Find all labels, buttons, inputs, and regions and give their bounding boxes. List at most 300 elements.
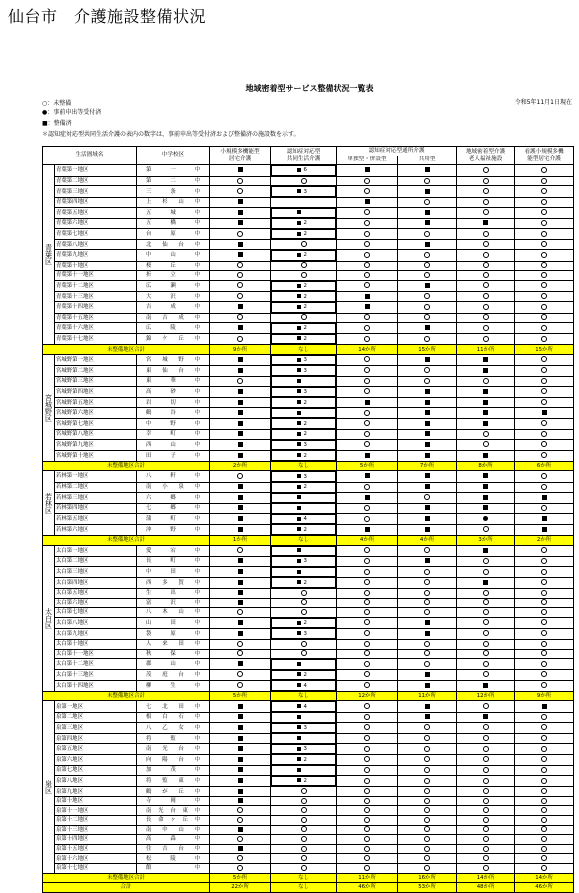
circle-empty-icon <box>364 516 370 522</box>
mark-cell <box>457 598 515 608</box>
table-row <box>43 628 574 639</box>
mark-cell <box>271 723 336 734</box>
table-row <box>43 598 574 608</box>
mark-icon-wrap <box>272 367 304 375</box>
total-value: 48か所 <box>457 883 515 893</box>
square-filled-icon <box>238 580 243 585</box>
circle-empty-icon <box>483 441 489 447</box>
table-header <box>43 147 574 165</box>
mark-cell <box>337 429 398 440</box>
square-filled-icon <box>238 220 243 225</box>
circle-empty-icon <box>237 282 243 288</box>
circle-empty-icon <box>237 378 243 384</box>
mark-cell <box>457 207 515 218</box>
circle-empty-icon <box>483 756 489 762</box>
circle-empty-icon <box>237 807 243 813</box>
square-filled-icon <box>483 368 488 373</box>
mark-cell <box>337 787 398 797</box>
mark-cell <box>337 765 398 776</box>
mark-icon-wrap <box>272 324 304 332</box>
mark-cell <box>398 514 457 525</box>
table-row <box>43 440 574 451</box>
square-filled-icon <box>483 421 488 426</box>
mark-cell <box>398 765 457 776</box>
mark-cell <box>337 313 398 323</box>
mark-cell <box>337 387 398 398</box>
ward-name: 宮城野区 <box>43 354 55 461</box>
table-row <box>43 670 574 681</box>
circle-empty-icon <box>483 209 489 215</box>
mark-cell <box>398 733 457 744</box>
area-name: 太白第一地区 <box>55 545 137 556</box>
summary-value: なし <box>271 345 337 355</box>
mark-cell <box>271 567 336 578</box>
summary-value: 2か所 <box>515 535 574 545</box>
circle-empty-icon <box>483 241 489 247</box>
mark-cell <box>337 471 398 482</box>
mark-cell <box>210 776 271 787</box>
mark-cell <box>457 744 515 755</box>
circle-empty-icon <box>541 682 547 688</box>
mark-cell <box>515 291 574 302</box>
circle-empty-icon <box>424 378 430 384</box>
mark-cell <box>271 323 336 334</box>
mark-cell <box>210 701 271 712</box>
school-name: 向陽台中 <box>137 754 210 765</box>
circle-empty-icon <box>364 441 370 447</box>
circle-empty-icon <box>541 209 547 215</box>
table-row <box>43 514 574 525</box>
mark-cell <box>457 365 515 376</box>
mark-cell <box>337 334 398 345</box>
square-filled-icon <box>297 747 301 751</box>
mark-cell <box>457 323 515 334</box>
square-filled-icon <box>425 389 430 394</box>
circle-empty-icon <box>541 356 547 362</box>
table-row <box>43 271 574 281</box>
square-filled-icon <box>297 683 301 687</box>
mark-cell <box>210 723 271 734</box>
area-name: 太白第十三地区 <box>55 670 137 681</box>
square-filled-icon <box>483 683 488 688</box>
summary-value: 12か所 <box>457 691 515 701</box>
table-row <box>43 744 574 755</box>
mark-cell <box>457 249 515 261</box>
mark-icon-wrap <box>272 713 304 721</box>
header-c3: 単独型・併設型 <box>337 156 398 165</box>
mark-icon-wrap <box>272 420 304 428</box>
circle-empty-icon <box>364 231 370 237</box>
circle-empty-icon <box>541 630 547 636</box>
mark-cell <box>210 796 271 806</box>
circle-empty-icon <box>541 641 547 647</box>
circle-empty-icon <box>237 836 243 842</box>
mark-cell <box>210 670 271 681</box>
area-name: 若林第五地区 <box>55 514 137 525</box>
square-filled-icon <box>483 505 488 510</box>
mark-cell <box>515 302 574 313</box>
circle-empty-icon <box>424 798 430 804</box>
circle-empty-icon <box>364 630 370 636</box>
mark-cell <box>398 229 457 240</box>
mark-cell <box>515 701 574 712</box>
circle-empty-icon <box>541 399 547 405</box>
summary-value: 14か所 <box>337 345 398 355</box>
mark-cell <box>457 334 515 345</box>
area-name: 太白第七地区 <box>55 608 137 618</box>
circle-empty-icon <box>364 484 370 490</box>
mark-cell <box>457 628 515 639</box>
mark-icon-wrap <box>272 735 304 743</box>
area-name: 太白第十四地区 <box>55 680 137 691</box>
mark-cell <box>398 408 457 419</box>
mark-cell <box>515 567 574 578</box>
circle-empty-icon <box>237 262 243 268</box>
legend-unbuilt: ○：未整備 <box>42 100 72 107</box>
mark-cell <box>271 376 336 387</box>
circle-empty-icon <box>364 241 370 247</box>
square-filled-icon <box>238 600 243 605</box>
square-filled-icon <box>425 220 430 225</box>
square-filled-icon <box>238 767 243 772</box>
mark-cell <box>398 556 457 567</box>
mark-cell <box>271 440 336 451</box>
area-name: 青葉第十二地区 <box>55 280 137 291</box>
mark-cell <box>457 387 515 398</box>
area-name: 太白第八地区 <box>55 617 137 628</box>
square-filled-icon <box>238 714 243 719</box>
total-value: 53か所 <box>398 883 457 893</box>
circle-empty-icon <box>364 756 370 762</box>
square-filled-icon <box>483 473 488 478</box>
mark-cell <box>457 796 515 806</box>
mark-cell <box>457 680 515 691</box>
mark-cell <box>210 471 271 482</box>
table-row <box>43 376 574 387</box>
circle-empty-icon <box>364 609 370 615</box>
mark-cell <box>337 835 398 845</box>
mark-cell <box>271 577 336 588</box>
mark-cell <box>271 754 336 765</box>
mark-cell <box>515 608 574 618</box>
circle-empty-icon <box>483 641 489 647</box>
circle-empty-icon <box>364 420 370 426</box>
school-name: 長命ヶ丘中 <box>137 816 210 826</box>
circle-empty-icon <box>541 579 547 585</box>
circle-empty-icon <box>301 788 307 794</box>
summary-value: なし <box>271 535 337 545</box>
mark-cell <box>457 701 515 712</box>
circle-empty-icon <box>541 650 547 656</box>
square-filled-icon <box>238 757 243 762</box>
square-filled-icon <box>425 620 430 625</box>
mark-cell <box>337 854 398 864</box>
mark-icon-wrap <box>272 209 304 217</box>
mark-cell <box>457 302 515 313</box>
summary-label: 未整備地区合計 <box>43 873 210 883</box>
area-name: 宮城野第五地区 <box>55 397 137 408</box>
mark-cell <box>337 397 398 408</box>
mark-icon-wrap <box>272 473 304 481</box>
mark-cell <box>271 514 336 525</box>
mark-cell <box>337 628 398 639</box>
mark-cell <box>210 440 271 451</box>
summary-value: なし <box>271 691 337 701</box>
mark-icon-wrap <box>272 547 304 555</box>
mark-icon-wrap <box>272 166 304 174</box>
mark-cell <box>515 323 574 334</box>
circle-empty-icon <box>301 609 307 615</box>
mark-cell <box>337 493 398 504</box>
mark-cell <box>271 844 337 854</box>
square-filled-icon <box>297 474 301 478</box>
mark-cell <box>210 816 271 826</box>
mark-cell <box>271 628 336 639</box>
area-name: 青葉第十七地区 <box>55 334 137 345</box>
circle-empty-icon <box>424 788 430 794</box>
mark-cell <box>398 261 457 271</box>
square-filled-icon <box>425 357 430 362</box>
square-filled-icon <box>297 757 301 761</box>
mark-cell <box>210 165 271 177</box>
mark-cell <box>271 649 337 659</box>
square-filled-icon <box>425 453 430 458</box>
table-row <box>43 418 574 429</box>
mark-cell <box>210 176 271 186</box>
mark-cell <box>515 397 574 408</box>
circle-empty-icon <box>541 367 547 373</box>
square-filled-icon <box>365 294 370 299</box>
mark-cell <box>457 863 515 873</box>
table-row <box>43 617 574 628</box>
table-row <box>43 639 574 649</box>
circle-filled-icon <box>483 516 488 521</box>
summary-label: 未整備地区合計 <box>43 461 210 471</box>
square-filled-icon <box>238 620 243 625</box>
square-filled-icon <box>297 559 301 563</box>
square-filled-icon <box>425 683 430 688</box>
circle-empty-icon <box>483 526 489 532</box>
circle-empty-icon <box>541 325 547 331</box>
area-name: 泉第三地区 <box>55 723 137 734</box>
circle-empty-icon <box>364 682 370 688</box>
mark-cell <box>337 323 398 334</box>
mark-cell <box>337 744 398 755</box>
square-filled-icon <box>297 400 301 404</box>
school-name: 幸町中 <box>137 429 210 440</box>
mark-cell <box>337 240 398 250</box>
square-filled-icon <box>238 846 243 851</box>
school-name: 秋保中 <box>137 649 210 659</box>
school-name: 南光台中 <box>137 744 210 755</box>
table-row <box>43 863 574 873</box>
circle-empty-icon <box>424 756 430 762</box>
mark-cell <box>210 418 271 429</box>
circle-empty-icon <box>483 746 489 752</box>
mark-cell <box>210 514 271 525</box>
circle-empty-icon <box>541 431 547 437</box>
school-name: 柳生中 <box>137 680 210 691</box>
area-name: 泉第十六地区 <box>55 854 137 864</box>
mark-icon-wrap <box>272 409 304 417</box>
mark-cell <box>515 577 574 588</box>
area-name: 宮城野第四地区 <box>55 387 137 398</box>
square-filled-icon <box>238 368 243 373</box>
mark-cell <box>457 825 515 835</box>
square-filled-icon <box>297 358 301 362</box>
table-row <box>43 397 574 408</box>
mark-cell <box>515 556 574 567</box>
circle-empty-icon <box>237 188 243 194</box>
area-name: 青葉第十六地区 <box>55 323 137 334</box>
circle-empty-icon <box>424 304 430 310</box>
mark-cell <box>210 429 271 440</box>
mark-cell <box>210 240 271 250</box>
circle-empty-icon <box>483 293 489 299</box>
mark-cell <box>337 806 398 816</box>
table-row <box>43 577 574 588</box>
mark-cell <box>271 429 336 440</box>
circle-empty-icon <box>541 558 547 564</box>
mark-cell <box>457 524 515 535</box>
area-name: 泉第十七地区 <box>55 863 137 873</box>
school-name: 北仙台中 <box>137 240 210 250</box>
mark-cell <box>271 670 336 681</box>
circle-empty-icon <box>237 473 243 479</box>
square-filled-icon <box>238 442 243 447</box>
mark-cell <box>457 577 515 588</box>
mark-cell <box>398 524 457 535</box>
circle-empty-icon <box>541 836 547 842</box>
mark-cell <box>210 617 271 628</box>
table-row <box>43 229 574 240</box>
school-name: 第二中 <box>137 176 210 186</box>
circle-empty-icon <box>541 826 547 832</box>
mark-cell <box>515 165 574 177</box>
square-filled-icon <box>425 431 430 436</box>
summary-label: 未整備地区合計 <box>43 345 210 355</box>
facility-count: 2 <box>303 756 307 763</box>
area-name: 太白第十二地区 <box>55 659 137 670</box>
square-filled-icon <box>425 410 430 415</box>
school-name: 台原中 <box>137 229 210 240</box>
mark-cell <box>457 313 515 323</box>
mark-icon-wrap <box>272 441 304 449</box>
circle-empty-icon <box>483 703 489 709</box>
mark-icon-wrap <box>272 377 304 385</box>
square-filled-icon <box>425 325 430 330</box>
facility-count: 2 <box>303 579 307 586</box>
square-filled-icon <box>425 505 430 510</box>
mark-cell <box>457 844 515 854</box>
circle-empty-icon <box>364 325 370 331</box>
circle-empty-icon <box>483 630 489 636</box>
circle-empty-icon <box>237 231 243 237</box>
summary-value: 14か所 <box>515 873 574 883</box>
circle-empty-icon <box>483 735 489 741</box>
circle-empty-icon <box>364 336 370 342</box>
mark-cell <box>337 659 398 670</box>
circle-empty-icon <box>364 817 370 823</box>
circle-empty-icon <box>541 590 547 596</box>
mark-cell <box>398 376 457 387</box>
mark-cell <box>337 639 398 649</box>
mark-cell <box>398 787 457 797</box>
circle-empty-icon <box>364 703 370 709</box>
square-filled-icon <box>483 389 488 394</box>
mark-cell <box>515 628 574 639</box>
circle-empty-icon <box>301 807 307 813</box>
table-row <box>43 776 574 787</box>
mark-cell <box>271 796 337 806</box>
school-name: 宮城野中 <box>137 354 210 365</box>
mark-cell <box>337 376 398 387</box>
mark-cell <box>457 408 515 419</box>
mark-icon-wrap <box>272 399 304 407</box>
area-name: 若林第一地区 <box>55 471 137 482</box>
square-filled-icon <box>297 379 301 383</box>
school-name: 人来田中 <box>137 639 210 649</box>
circle-empty-icon <box>364 746 370 752</box>
circle-empty-icon <box>237 855 243 861</box>
circle-empty-icon <box>237 336 243 342</box>
circle-empty-icon <box>541 671 547 677</box>
circle-empty-icon <box>364 641 370 647</box>
square-filled-icon <box>425 242 430 247</box>
circle-empty-icon <box>237 272 243 278</box>
square-filled-icon <box>297 368 301 372</box>
mark-cell <box>457 397 515 408</box>
school-name: 南小泉中 <box>137 482 210 493</box>
mark-cell <box>398 723 457 734</box>
school-name: 富沢中 <box>137 598 210 608</box>
table-row <box>43 556 574 567</box>
school-name: 寺岡中 <box>137 796 210 806</box>
mark-cell <box>515 240 574 250</box>
circle-empty-icon <box>364 714 370 720</box>
mark-cell <box>271 186 336 197</box>
mark-cell <box>457 229 515 240</box>
square-filled-icon <box>238 199 243 204</box>
mark-cell <box>210 397 271 408</box>
circle-empty-icon <box>237 817 243 823</box>
table-row <box>43 450 574 461</box>
school-name: 第一中 <box>137 165 210 177</box>
mark-cell <box>210 567 271 578</box>
mark-cell <box>515 680 574 691</box>
mark-cell <box>210 545 271 556</box>
mark-cell <box>457 816 515 826</box>
mark-cell <box>515 796 574 806</box>
square-filled-icon <box>542 410 547 415</box>
mark-cell <box>398 659 457 670</box>
square-filled-icon <box>365 473 370 478</box>
circle-empty-icon <box>483 558 489 564</box>
area-name: 青葉第十三地区 <box>55 291 137 302</box>
school-name: 住吉台中 <box>137 844 210 854</box>
circle-empty-icon <box>483 282 489 288</box>
summary-row <box>43 873 574 883</box>
mark-cell <box>271 313 337 323</box>
area-name: 太白第四地区 <box>55 577 137 588</box>
school-name: 八木山中 <box>137 608 210 618</box>
table-row <box>43 835 574 845</box>
facility-count: 3 <box>303 388 307 395</box>
area-name: 若林第三地区 <box>55 493 137 504</box>
school-name: 生出中 <box>137 588 210 598</box>
mark-icon-wrap <box>272 494 304 502</box>
school-name: 将監東中 <box>137 776 210 787</box>
